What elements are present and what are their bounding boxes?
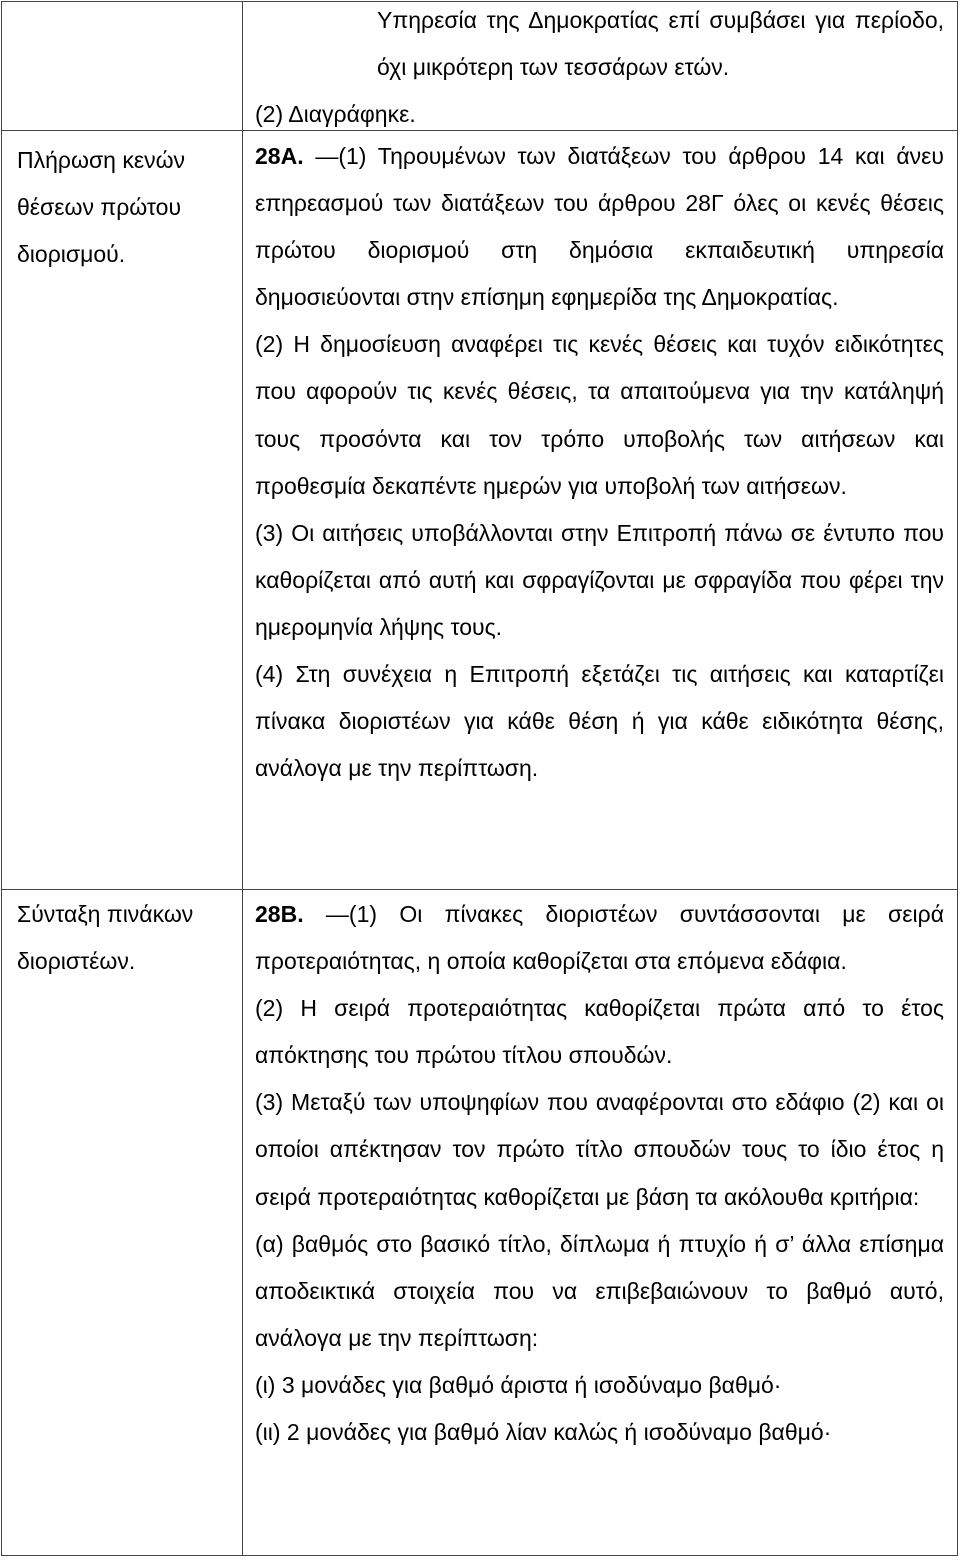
row1-body <box>255 0 944 138</box>
paragraph: (3) Μεταξύ των υποψηφίων που αναφέρονται στο εδάφιο (2) και οι οποίοι απέκτησαν τον πρώτο τίτλο σπουδών τους το ίδιο έτος η σειρά προτεραιότητας καθορίζεται με βάση τα ακόλουθα κριτήρια: <box>255 1089 944 1210</box>
paragraph: Υπηρεσία της Δημοκρατίας επί συμβάσει για περίοδο, όχι μικρότερη των τεσσάρων ετών. <box>377 7 944 81</box>
paragraph <box>255 891 944 985</box>
margin-note-lists: Σύνταξη πινάκων διοριστέων. <box>17 901 194 974</box>
paragraph: (ιι) 2 μονάδες για βαθμό λίαν καλώς ή ισοδύναμο βαθμό· <box>255 1419 832 1446</box>
paragraph: (3) Οι αιτήσεις υποβάλλονται στην Επιτροπή πάνω σε έντυπο που καθορίζεται από αυτή και σφραγίζονται με σφραγίδα που φέρει την ημερομηνία λήψης τους. <box>255 519 944 640</box>
row-separator <box>2 889 957 890</box>
article-number: 28Β. <box>255 901 304 927</box>
paragraph: (2) Η δημοσίευση αναφέρει τις κενές θέσεις και τυχόν ειδικότητες που αφορούν τις κενές θέσεις, τα απαιτούμενα για την κατάληψή τους προσόντα και τον τρόπο υποβολής των αιτήσεων και προθεσμία δεκαπέντε ημερών για υποβολή των αιτήσεων. <box>255 331 944 499</box>
paragraph <box>255 133 944 321</box>
paragraph: (ι) 3 μονάδες για βαθμό άριστα ή ισοδύναμο βαθμό· <box>255 1371 782 1398</box>
paragraph: (4) Στη συνέχεια η Επιτροπή εξετάζει τις αιτήσεις και καταρτίζει πίνακα διοριστέων για κάθε θέση ή για κάθε ειδικότητα θέσης, ανάλογα με την περίπτωση. <box>255 661 944 782</box>
article-number: 28Α. <box>255 143 304 169</box>
article-28b <box>255 891 944 1456</box>
article-28a <box>255 133 944 792</box>
paragraph: (2) Διαγράφηκε. <box>255 101 416 128</box>
paragraph: (2) Η σειρά προτεραιότητας καθορίζεται πρώτα από το έτος απόκτησης του πρώτου τίτλου σπουδών. <box>255 995 944 1069</box>
paragraph-text: —(1) Τηρουμένων των διατάξεων του άρθρου 14 και άνευ επηρεασμού των διατάξεων του άρθρου 28Γ όλες οι κενές θέσεις πρώτου διορισμού στη δημόσια εκπαιδευτική υπηρεσία δημοσιεύονται στην επίσημη εφημερίδα της Δημοκρατίας. <box>255 143 944 311</box>
column-divider <box>242 2 243 1555</box>
paragraph-text: —(1) Οι πίνακες διοριστέων συντάσσονται με σειρά προτεραιότητας, η οποία καθορίζεται στα επόμενα εδάφια. <box>255 901 944 975</box>
margin-note-vacancies: Πλήρωση κενών θέσεων πρώτου διορισμού. <box>17 147 186 267</box>
paragraph: (α) βαθμός στο βασικό τίτλο, δίπλωμα ή πτυχίο ή σ’ άλλα επίσημα αποδεικτικά στοιχεία που να επιβεβαιώνουν το βαθμό αυτό, ανάλογα με την περίπτωση: <box>255 1230 944 1351</box>
